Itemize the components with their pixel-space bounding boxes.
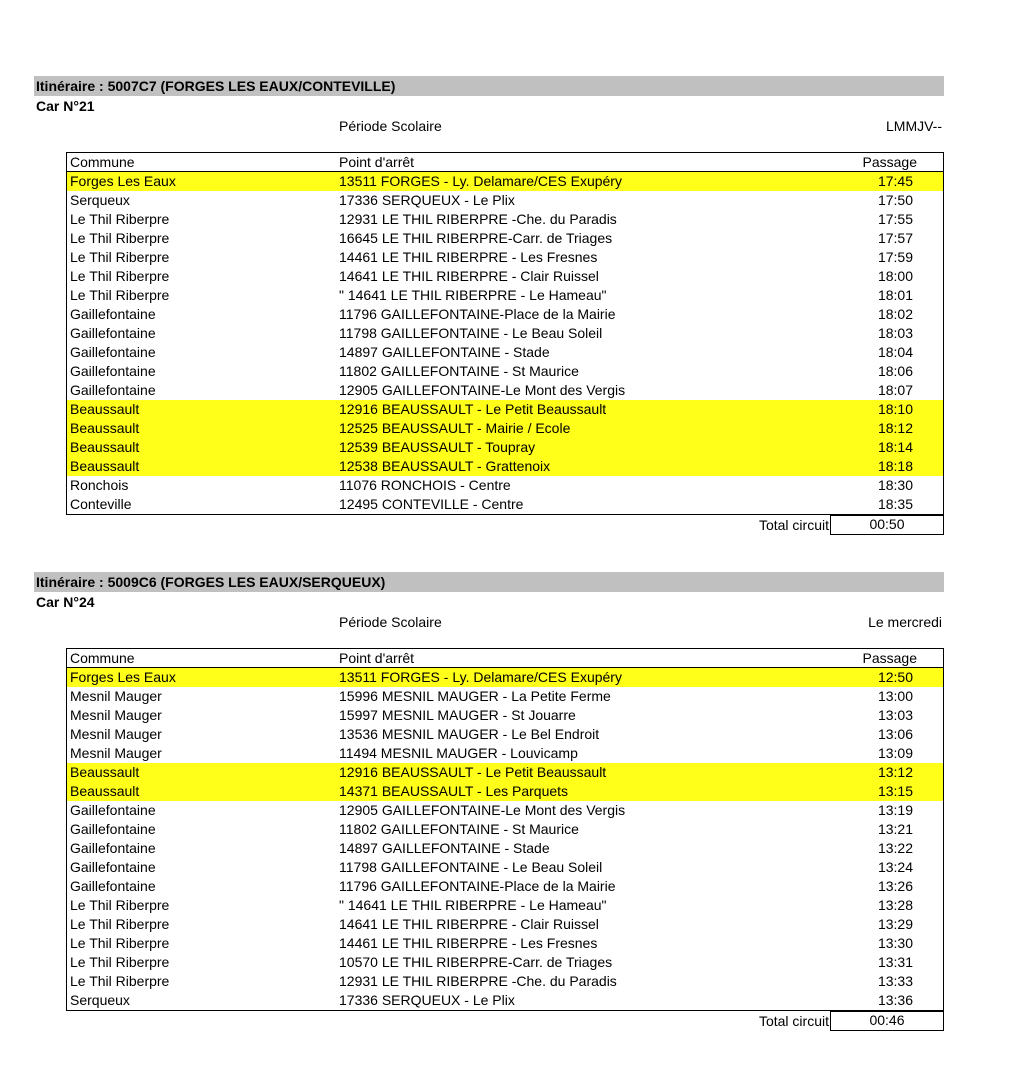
cell-time: 13:29 [877,916,913,932]
table-row [67,953,943,972]
table-row [67,457,943,476]
cell-stop: 13536 MESNIL MAUGER - Le Bel Endroit [339,726,600,742]
cell-time: 13:30 [877,935,913,951]
itinerary-title: Itinéraire : 5007C7 (FORGES LES EAUX/CONTEVILLE) [34,76,944,96]
cell-commune: Beaussault [70,401,140,417]
cell-commune: Le Thil Riberpre [70,973,170,989]
schedule-table [66,152,944,515]
total-label: Total circuit [758,1012,829,1029]
cell-stop: 12905 GAILLEFONTAINE-Le Mont des Vergis [339,802,626,818]
cell-stop: 12525 BEAUSSAULT - Mairie / Ecole [339,420,571,436]
cell-stop: 11796 GAILLEFONTAINE-Place de la Mairie [339,878,616,894]
total-label: Total circuit [758,516,829,533]
days-label: Le mercredi [868,614,942,630]
cell-commune: Le Thil Riberpre [70,935,170,951]
table-row [67,229,943,248]
cell-stop: 14461 LE THIL RIBERPRE - Les Fresnes [339,935,598,951]
table-row [67,495,943,514]
cell-time: 18:30 [877,477,913,493]
cell-commune: Le Thil Riberpre [70,897,170,913]
table-row [67,839,943,858]
cell-stop: 15997 MESNIL MAUGER - St Jouarre [339,707,576,723]
period-label: Période Scolaire [339,614,442,630]
table-row [67,820,943,839]
cell-stop: 11802 GAILLEFONTAINE - St Maurice [339,363,579,379]
cell-commune: Le Thil Riberpre [70,287,170,303]
cell-time: 17:50 [877,192,913,208]
cell-stop: 11494 MESNIL MAUGER - Louvicamp [339,745,578,761]
cell-commune: Forges Les Eaux [70,669,176,685]
cell-time: 18:07 [877,382,913,398]
cell-stop: 13511 FORGES - Ly. Delamare/CES Exupéry [339,173,622,189]
days-label: LMMJV-- [886,118,942,134]
table-row [67,343,943,362]
cell-stop: 12931 LE THIL RIBERPRE -Che. du Paradis [339,211,617,227]
cell-time: 18:14 [877,439,913,455]
cell-stop: 11798 GAILLEFONTAINE - Le Beau Soleil [339,325,603,341]
cell-commune: Beaussault [70,458,140,474]
cell-time: 13:21 [877,821,913,837]
cell-stop: 17336 SERQUEUX - Le Plix [339,992,515,1008]
cell-commune: Mesnil Mauger [70,688,162,704]
cell-commune: Le Thil Riberpre [70,268,170,284]
cell-commune: Le Thil Riberpre [70,916,170,932]
table-header [67,153,943,172]
cell-commune: Gaillefontaine [70,382,156,398]
cell-time: 18:02 [877,306,913,322]
cell-commune: Mesnil Mauger [70,707,162,723]
cell-time: 13:15 [877,783,913,799]
cell-time: 12:50 [877,669,913,685]
cell-stop: " 14641 LE THIL RIBERPRE - Le Hameau" [339,287,607,303]
cell-commune: Serqueux [70,192,130,208]
cell-commune: Gaillefontaine [70,325,156,341]
cell-time: 13:31 [877,954,913,970]
table-row [67,305,943,324]
table-row [67,896,943,915]
cell-time: 18:03 [877,325,913,341]
table-row [67,248,943,267]
table-row [67,877,943,896]
total-value: 00:50 [830,515,944,535]
cell-stop: 14897 GAILLEFONTAINE - Stade [339,344,550,360]
cell-stop: 12538 BEAUSSAULT - Grattenoix [339,458,551,474]
table-row [67,858,943,877]
cell-commune: Le Thil Riberpre [70,249,170,265]
header-commune: Commune [70,154,135,170]
cell-commune: Mesnil Mauger [70,726,162,742]
period-label: Période Scolaire [339,118,442,134]
cell-stop: 12495 CONTEVILLE - Centre [339,496,524,512]
cell-stop: 12916 BEAUSSAULT - Le Petit Beaussault [339,764,607,780]
cell-time: 13:19 [877,802,913,818]
table-row [67,210,943,229]
cell-stop: 14371 BEAUSSAULT - Les Parquets [339,783,569,799]
total-row [0,1011,1022,1031]
table-row [67,801,943,820]
cell-stop: 14461 LE THIL RIBERPRE - Les Fresnes [339,249,598,265]
cell-time: 13:00 [877,688,913,704]
cell-commune: Le Thil Riberpre [70,954,170,970]
cell-stop: 12916 BEAUSSAULT - Le Petit Beaussault [339,401,607,417]
cell-stop: 15996 MESNIL MAUGER - La Petite Ferme [339,688,611,704]
cell-commune: Gaillefontaine [70,306,156,322]
cell-commune: Forges Les Eaux [70,173,176,189]
table-row [67,362,943,381]
cell-commune: Gaillefontaine [70,802,156,818]
cell-stop: 12931 LE THIL RIBERPRE -Che. du Paradis [339,973,617,989]
cell-time: 13:03 [877,707,913,723]
cell-stop: 11802 GAILLEFONTAINE - St Maurice [339,821,579,837]
cell-stop: 11076 RONCHOIS - Centre [339,477,511,493]
cell-time: 18:04 [877,344,913,360]
cell-commune: Beaussault [70,420,140,436]
table-row [67,267,943,286]
header-stop: Point d'arrêt [339,154,415,170]
cell-time: 18:18 [877,458,913,474]
table-row [67,400,943,419]
cell-commune: Gaillefontaine [70,840,156,856]
cell-time: 18:10 [877,401,913,417]
table-row [67,972,943,991]
table-row [67,934,943,953]
cell-stop: 17336 SERQUEUX - Le Plix [339,192,515,208]
table-row [67,782,943,801]
table-row [67,172,943,191]
cell-stop: 11798 GAILLEFONTAINE - Le Beau Soleil [339,859,603,875]
cell-commune: Le Thil Riberpre [70,211,170,227]
cell-commune: Beaussault [70,439,140,455]
header-time: Passage [862,154,917,170]
total-value: 00:46 [830,1011,944,1031]
header-commune: Commune [70,650,135,666]
cell-time: 17:57 [877,230,913,246]
cell-stop: " 14641 LE THIL RIBERPRE - Le Hameau" [339,897,607,913]
table-row [67,725,943,744]
cell-stop: 14641 LE THIL RIBERPRE - Clair Ruissel [339,268,599,284]
cell-time: 13:12 [877,764,913,780]
cell-commune: Beaussault [70,764,140,780]
cell-time: 13:24 [877,859,913,875]
cell-time: 17:55 [877,211,913,227]
cell-time: 18:12 [877,420,913,436]
table-row [67,286,943,305]
car-number: Car N°24 [36,594,95,610]
cell-time: 13:36 [877,992,913,1008]
cell-time: 13:06 [877,726,913,742]
table-row [67,419,943,438]
cell-stop: 11796 GAILLEFONTAINE-Place de la Mairie [339,306,616,322]
cell-commune: Gaillefontaine [70,344,156,360]
table-row [67,706,943,725]
cell-commune: Mesnil Mauger [70,745,162,761]
cell-stop: 13511 FORGES - Ly. Delamare/CES Exupéry [339,669,622,685]
cell-commune: Ronchois [70,477,129,493]
header-time: Passage [862,650,917,666]
table-row [67,438,943,457]
cell-commune: Gaillefontaine [70,363,156,379]
table-row [67,324,943,343]
cell-time: 18:06 [877,363,913,379]
table-header [67,649,943,668]
cell-stop: 16645 LE THIL RIBERPRE-Carr. de Triages [339,230,613,246]
cell-stop: 10570 LE THIL RIBERPRE-Carr. de Triages [339,954,613,970]
itinerary-title: Itinéraire : 5009C6 (FORGES LES EAUX/SERQUEUX) [34,572,944,592]
total-row [0,515,1022,535]
table-row [67,381,943,400]
cell-stop: 14641 LE THIL RIBERPRE - Clair Ruissel [339,916,599,932]
cell-commune: Le Thil Riberpre [70,230,170,246]
cell-stop: 12905 GAILLEFONTAINE-Le Mont des Vergis [339,382,626,398]
cell-time: 18:01 [877,287,913,303]
cell-stop: 14897 GAILLEFONTAINE - Stade [339,840,550,856]
table-row [67,915,943,934]
cell-commune: Gaillefontaine [70,878,156,894]
cell-stop: 12539 BEAUSSAULT - Toupray [339,439,536,455]
cell-time: 13:26 [877,878,913,894]
cell-time: 17:59 [877,249,913,265]
table-row [67,687,943,706]
cell-commune: Conteville [70,496,132,512]
cell-time: 13:22 [877,840,913,856]
cell-time: 13:28 [877,897,913,913]
schedule-table [66,648,944,1011]
cell-time: 13:33 [877,973,913,989]
cell-time: 18:35 [877,496,913,512]
cell-commune: Serqueux [70,992,130,1008]
cell-time: 18:00 [877,268,913,284]
table-row [67,763,943,782]
table-row [67,191,943,210]
cell-commune: Gaillefontaine [70,821,156,837]
table-row [67,991,943,1010]
table-row [67,668,943,687]
table-row [67,476,943,495]
table-row [67,744,943,763]
cell-commune: Beaussault [70,783,140,799]
cell-time: 17:45 [877,173,913,189]
car-number: Car N°21 [36,98,95,114]
header-stop: Point d'arrêt [339,650,415,666]
cell-commune: Gaillefontaine [70,859,156,875]
cell-time: 13:09 [877,745,913,761]
